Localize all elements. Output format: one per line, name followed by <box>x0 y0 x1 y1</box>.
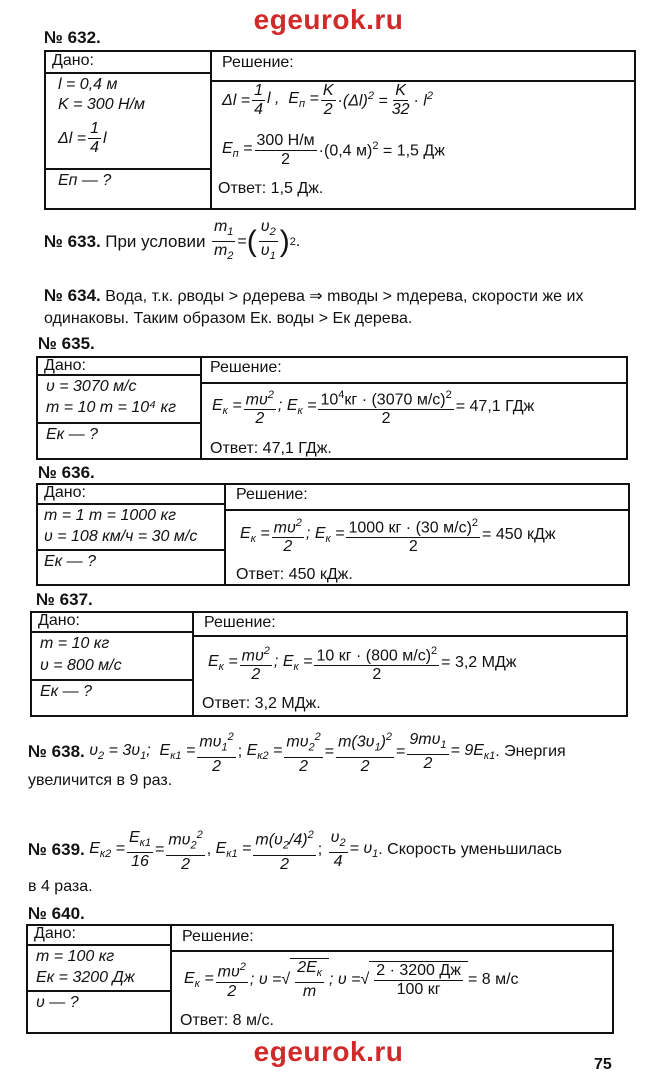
given-unknown: Eк — ? <box>40 683 93 700</box>
given-title: Дано: <box>38 612 80 629</box>
problem-639-tail: . Скорость уменьшилась <box>378 840 562 858</box>
page-number: 75 <box>594 1056 612 1073</box>
given-line: m = 100 кг <box>36 948 115 965</box>
solution-title: Решение: <box>204 614 276 631</box>
given-line: m = 1 т = 1000 кг <box>44 507 176 524</box>
table-divider <box>224 509 630 511</box>
table-divider <box>30 631 192 633</box>
solution-result: = 450 кДж <box>482 526 556 544</box>
table-divider <box>26 944 170 946</box>
problem-638-number: № 638. <box>28 741 85 761</box>
given-unknown: Eп — ? <box>58 172 112 189</box>
problem-638-line-2: увеличится в 9 раз. <box>28 772 173 789</box>
answer: Ответ: 1,5 Дж. <box>218 180 324 197</box>
given-title: Дано: <box>44 484 86 501</box>
table-divider <box>170 950 614 952</box>
table-divider <box>200 356 202 460</box>
problem-634-number: № 634. <box>44 286 101 305</box>
solution-formula: $E_к$ = $\frac{m\upsilon^2}{2}$ ; $E_к$ = $\frac{10^4кг \cdot (3070 м/с)^2}{2}$ = 47,1 ГДж <box>212 386 534 428</box>
problem-634-line-1: Вода, т.к. ρводы > ρдерева ⇒ mводы > mдерева, скорости же их <box>105 288 584 305</box>
problem-639-number: № 639. <box>28 839 85 859</box>
given-title: Дано: <box>34 925 76 942</box>
problem-637-number: № 637. <box>36 590 93 609</box>
problem-640-number: № 640. <box>28 904 85 923</box>
given-unknown: υ — ? <box>36 994 79 1011</box>
problem-633: № 633. При условии $\frac{m_1}{m_2}$ = ( $\frac{\upsilon_2}{\upsilon_1}$ ) 2 . <box>44 218 301 263</box>
given-line: Eк = 3200 Дж <box>36 969 135 986</box>
table-divider <box>44 72 210 74</box>
solution-formula: $E_к$ = $\frac{m\upsilon^2}{2}$ ; $E_к$ = $\frac{1000 кг \cdot (30 м/с)^2}{2}$ = 450 кДж <box>240 514 556 556</box>
table-divider <box>26 990 170 992</box>
given-title: Дано: <box>44 357 86 374</box>
solution-formula: $E_к$ = $\frac{m\upsilon^2}{2}$ ; $E_к$ = $\frac{10 кг \cdot (800 м/с)^2}{2}$ = 3,2 МДж <box>208 642 517 684</box>
answer: Ответ: 47,1 ГДж. <box>210 440 332 457</box>
site-watermark-top: egeurok.ru <box>253 4 404 35</box>
table-divider <box>210 50 212 210</box>
given-title: Дано: <box>52 52 94 69</box>
given-line: m = 10 кг <box>40 635 110 652</box>
problem-636-number: № 636. <box>38 463 95 482</box>
solution-result: = 47,1 ГДж <box>455 398 535 416</box>
solution-line-2: $E_п$ = $\frac{300 Н/м}{2}$ ·(0,4 м)$^2$ = 1,5 Дж <box>222 132 445 168</box>
answer: Ответ: 450 кДж. <box>236 566 353 583</box>
problem-632-number: № 632. <box>44 28 101 47</box>
table-divider <box>224 483 226 586</box>
given-line: K = 300 Н/м <box>58 96 146 113</box>
problem-635-number: № 635. <box>38 334 95 353</box>
table-divider <box>170 924 172 1034</box>
answer: Ответ: 3,2 МДж. <box>202 695 321 712</box>
solution-result: = 8 м/с <box>467 970 519 988</box>
problem-634-line-2: одинаковы. Таким образом Eк. воды > Eк дерева. <box>44 310 413 327</box>
problem-638-tail: . Энергия <box>495 742 566 760</box>
solution-title: Решение: <box>222 54 294 71</box>
solution-result: = 3,2 МДж <box>441 654 517 672</box>
given-line: υ = 108 км/ч = 30 м/с <box>44 528 198 545</box>
solution-title: Решение: <box>210 359 282 376</box>
site-watermark-bottom: egeurok.ru <box>253 1036 404 1067</box>
problem-633-number: № 633. <box>44 231 101 251</box>
problem-634 <box>44 286 583 306</box>
given-line: υ = 3070 м/с <box>46 378 137 395</box>
solution-title: Решение: <box>236 486 308 503</box>
table-divider <box>36 422 200 424</box>
table-divider <box>36 549 224 551</box>
problem-639: № 639. $E_{к2}$ = $\frac{E_{к1}}{16}$ = $\frac{m\upsilon_2^2}{2}$ , $E_{к1}$ = $\frac{m(\upsilon_2/4)^2}{2}$ ; $\frac{\upsilon_2}{4}$ = $\upsilon_1$ . Скорость уменьшилась <box>28 826 562 874</box>
table-divider <box>30 679 192 681</box>
given-line: m = 10 т = 10⁴ кг <box>46 399 176 416</box>
solution-title: Решение: <box>182 928 254 945</box>
table-divider <box>36 503 224 505</box>
table-divider <box>200 382 628 384</box>
given-line: υ = 800 м/с <box>40 657 122 674</box>
problem-638: № 638. $\upsilon_2 = 3\upsilon_1$; $E_{к1}$ = $\frac{m\upsilon_1^2}{2}$ ; $E_{к2}$ = $\frac{m\upsilon_2^2}{2}$ = $\frac{m(3\upsilon_1)^2}{2}$ = $\frac{9m\upsilon_1}{2}$ = $9E_{к1}$ . Энергия <box>28 728 566 776</box>
solution-formula: $E_к$ = $\frac{m\upsilon^2}{2}$ ; υ = √ $\frac{2E_к}{m}$ ; υ = √ $\frac{2 \cdot 3200 Дж}{100 кг}$ = 8 м/с <box>184 959 519 1001</box>
given-line: Δl = $\frac{1}{4}$ l <box>58 120 107 156</box>
table-divider <box>192 611 194 717</box>
problem-632-table <box>44 50 636 210</box>
given-unknown: Eк — ? <box>44 553 97 570</box>
given-unknown: Eк — ? <box>46 426 99 443</box>
table-divider <box>44 168 210 170</box>
fraction: $\frac{1}{4}$ <box>90 120 99 156</box>
problem-633-text: При условии <box>105 231 206 251</box>
problem-639-line-2: в 4 раза. <box>28 878 93 895</box>
given-line: Δl = <box>58 129 87 147</box>
table-divider <box>192 635 628 637</box>
answer: Ответ: 8 м/с. <box>180 1012 274 1029</box>
solution-line-1: Δl = $\frac{1}{4}$ l , $E_п$ = $\frac{K}{2}$ $\cdot(\Delta l)^2$ = $\frac{K}{32}$ · $l^2$ <box>222 82 433 118</box>
given-line: l = 0,4 м <box>58 76 118 93</box>
